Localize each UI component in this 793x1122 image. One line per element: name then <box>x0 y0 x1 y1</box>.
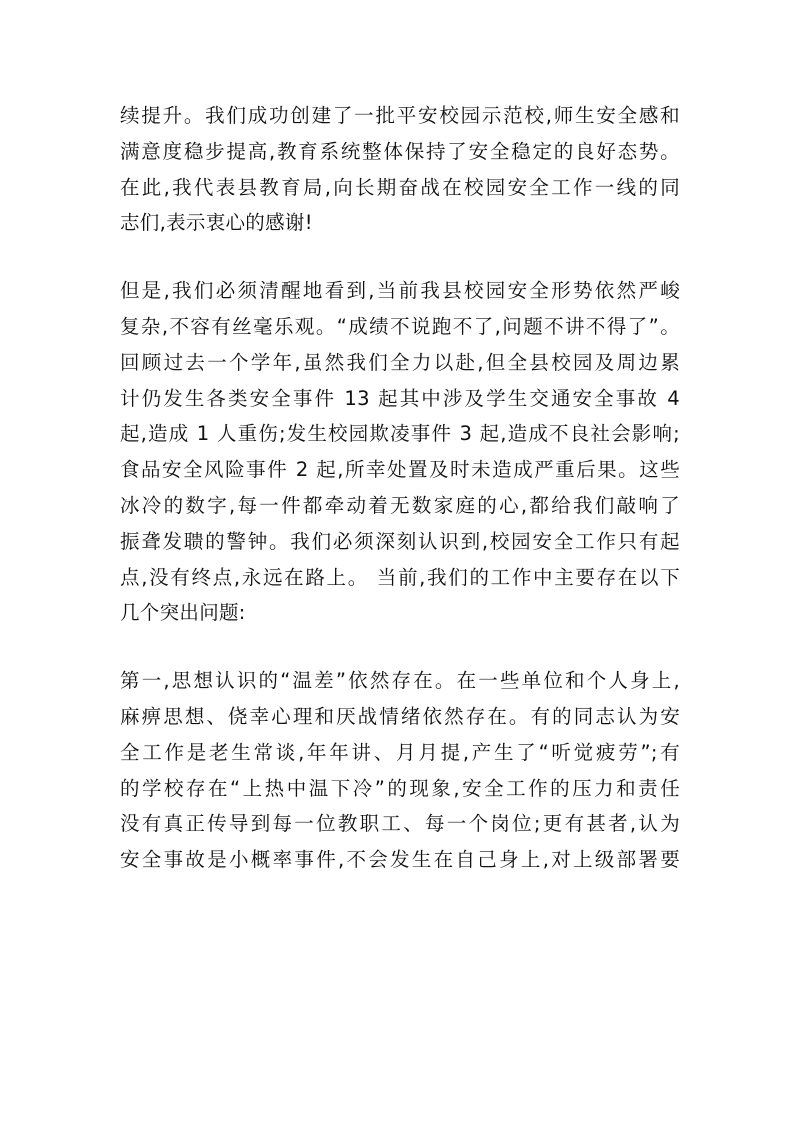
text-line: 第一,思想认识的“温差”依然存在。在一些单位和个人身上, <box>120 669 680 693</box>
text-line: 点,没有终点,永远在路上。 当前,我们的工作中主要存在以下 <box>120 565 680 589</box>
paragraph-situation <box>120 273 680 631</box>
text-line: 起,造成 1 人重伤;发生校园欺凌事件 3 起,造成不良社会影响; <box>120 422 680 446</box>
text-line: 但是,我们必须清醒地看到,当前我县校园安全形势依然严峻 <box>120 279 680 303</box>
document-body <box>120 98 680 878</box>
text-line: 计仍发生各类安全事件 13 起其中涉及学生交通安全事故 4 <box>120 386 680 410</box>
text-line: 食品安全风险事件 2 起,所幸处置及时未造成严重后果。这些 <box>120 458 680 482</box>
text-line: 安全事故是小概率事件,不会发生在自己身上,对上级部署要 <box>120 848 680 872</box>
text-line: 没有真正传导到每一位教职工、每一个岗位;更有甚者,认为 <box>120 812 680 836</box>
text-line: 麻痹思想、侥幸心理和厌战情绪依然存在。有的同志认为安 <box>120 704 680 728</box>
paragraph-problem-one <box>120 663 680 878</box>
text-line: 冰冷的数字,每一件都牵动着无数家庭的心,都给我们敲响了 <box>120 493 680 517</box>
text-line: 回顾过去一个学年,虽然我们全力以赴,但全县校园及周边累 <box>120 350 680 374</box>
text-line: 复杂,不容有丝毫乐观。“成绩不说跑不了,问题不讲不得了”。 <box>120 314 680 338</box>
paragraph-gratitude <box>120 98 680 241</box>
text-line: 在此,我代表县教育局,向长期奋战在校园安全工作一线的同 <box>120 175 680 199</box>
text-line: 志们,表示衷心的感谢! <box>120 211 313 235</box>
text-line: 几个突出问题: <box>120 601 246 625</box>
text-line: 的学校存在“上热中温下冷”的现象,安全工作的压力和责任 <box>120 776 680 800</box>
text-line: 满意度稳步提高,教育系统整体保持了安全稳定的良好态势。 <box>120 139 680 163</box>
text-line: 全工作是老生常谈,年年讲、月月提,产生了“听觉疲劳”;有 <box>120 740 680 764</box>
text-line: 振聋发聩的警钟。我们必须深刻认识到,校园安全工作只有起 <box>120 529 680 553</box>
text-line: 续提升。我们成功创建了一批平安校园示范校,师生安全感和 <box>120 104 680 127</box>
